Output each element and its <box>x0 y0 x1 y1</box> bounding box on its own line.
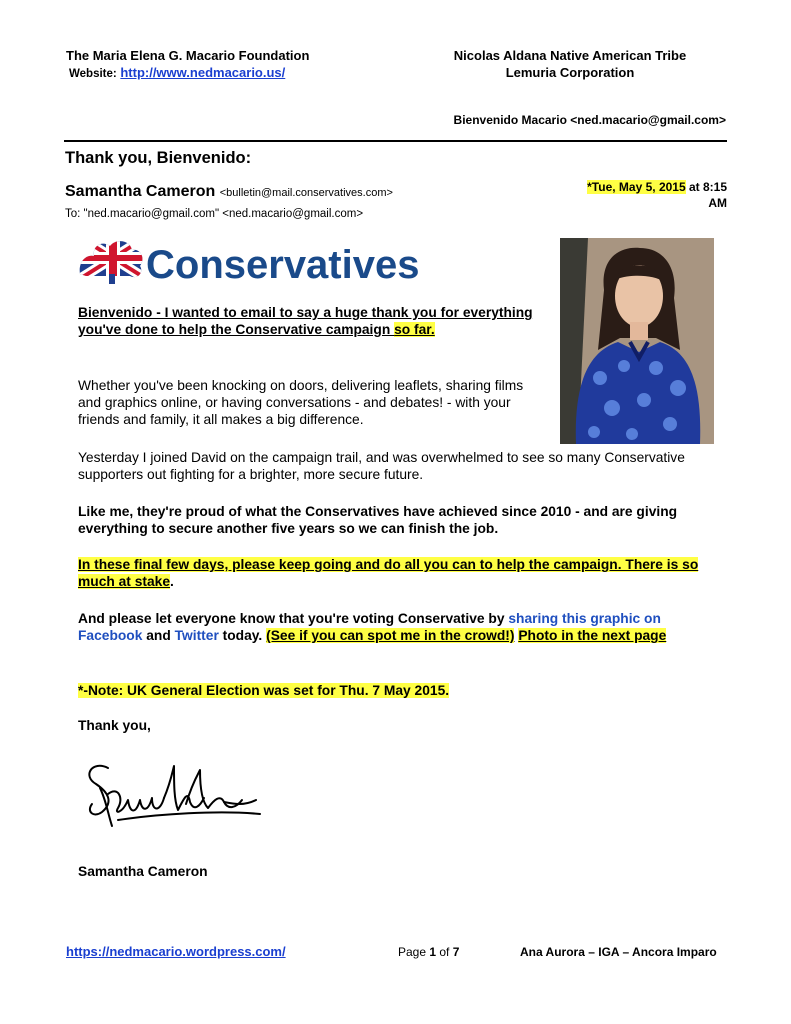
p5-highlight: In these final few days, please keep going and do all you can to help the campaign. There is so much at stake <box>78 557 699 589</box>
portrait-photo <box>560 238 714 444</box>
page-indicator <box>398 945 459 959</box>
footer-attribution: Ana Aurora – IGA – Ancora Imparo <box>520 945 717 959</box>
header-right <box>400 47 740 81</box>
conservatives-logo <box>78 236 420 288</box>
p6-text-c: today. <box>218 628 267 643</box>
paragraph-campaign-trail: Yesterday I joined David on the campaign trail, and was overwhelmed to see so many Conservative supporters out fighting for a brighter, more secure future. <box>78 450 685 482</box>
recipient-line: Bienvenido Macario <ned.macario@gmail.com> <box>453 113 726 127</box>
paragraph-note <box>78 682 718 699</box>
to-line: To: "ned.macario@gmail.com" <ned.macario@gmail.com> <box>65 208 364 220</box>
date-time: at 8:15 <box>685 180 727 194</box>
paragraph-share <box>78 610 718 644</box>
page-total: 7 <box>452 945 460 959</box>
paragraph-thank-you <box>78 304 548 338</box>
twitter-link[interactable]: Twitter <box>174 628 219 643</box>
foundation-name: The Maria Elena G. Macario Foundation <box>66 48 310 63</box>
p6-crowd-highlight: (See if you can spot me in the crowd!) <box>266 628 515 643</box>
email-subject: Thank you, Bienvenido: <box>65 149 252 167</box>
date-ampm: AM <box>708 196 727 210</box>
paragraph-efforts: Whether you've been knocking on doors, delivering leaflets, sharing films and graphics online, or having conversations - and debates! - with your friends and family, it all makes a big difference. <box>78 378 524 427</box>
page-of: of <box>436 945 453 959</box>
p6-photo-highlight: Photo in the next page <box>518 628 667 643</box>
header-divider <box>64 140 727 142</box>
facebook-share-link[interactable]: sharing this graphic on Facebook <box>78 611 661 643</box>
closing-line: Thank you, <box>78 718 151 733</box>
date-highlight: *Tue, May 5, 2015 <box>587 180 686 194</box>
signature-image <box>78 754 278 844</box>
p5-end: . <box>170 574 174 589</box>
p6-text-a: And please let everyone know that you're voting Conservative by <box>78 611 509 626</box>
paragraph-proud: Like me, they're proud of what the Conservatives have achieved since 2010 - and are giving everything to secure another five years so we can finish the job. <box>78 504 678 536</box>
union-jack-tree-icon <box>78 236 420 288</box>
header-left <box>66 47 309 83</box>
p1-highlight: so far. <box>394 322 435 337</box>
page-number: 1 <box>429 945 437 959</box>
email-date <box>560 179 727 211</box>
signer-name: Samantha Cameron <box>78 864 208 879</box>
sender <box>65 183 393 201</box>
p1-text: Bienvenido - I wanted to email to say a huge thank you for everything you've done to help the Conservative campaign <box>78 305 533 337</box>
website-link[interactable]: http://www.nedmacario.us/ <box>120 65 286 80</box>
paragraph-final-days <box>78 556 718 590</box>
p6-text-b: and <box>142 628 175 643</box>
logo-text: Conservatives <box>146 243 420 287</box>
page-prefix: Page <box>398 945 430 959</box>
footer-blog-link[interactable]: https://nedmacario.wordpress.com/ <box>66 944 286 959</box>
website-label: Website: <box>69 68 117 80</box>
sender-name: Samantha Cameron <box>65 183 216 200</box>
tribe-name: Nicolas Aldana Native American Tribe <box>453 48 687 63</box>
corporation-name: Lemuria Corporation <box>505 65 635 80</box>
election-note: *-Note: UK General Election was set for Thu. 7 May 2015. <box>78 683 450 698</box>
sender-email: <bulletin@mail.conservatives.com> <box>219 187 393 199</box>
